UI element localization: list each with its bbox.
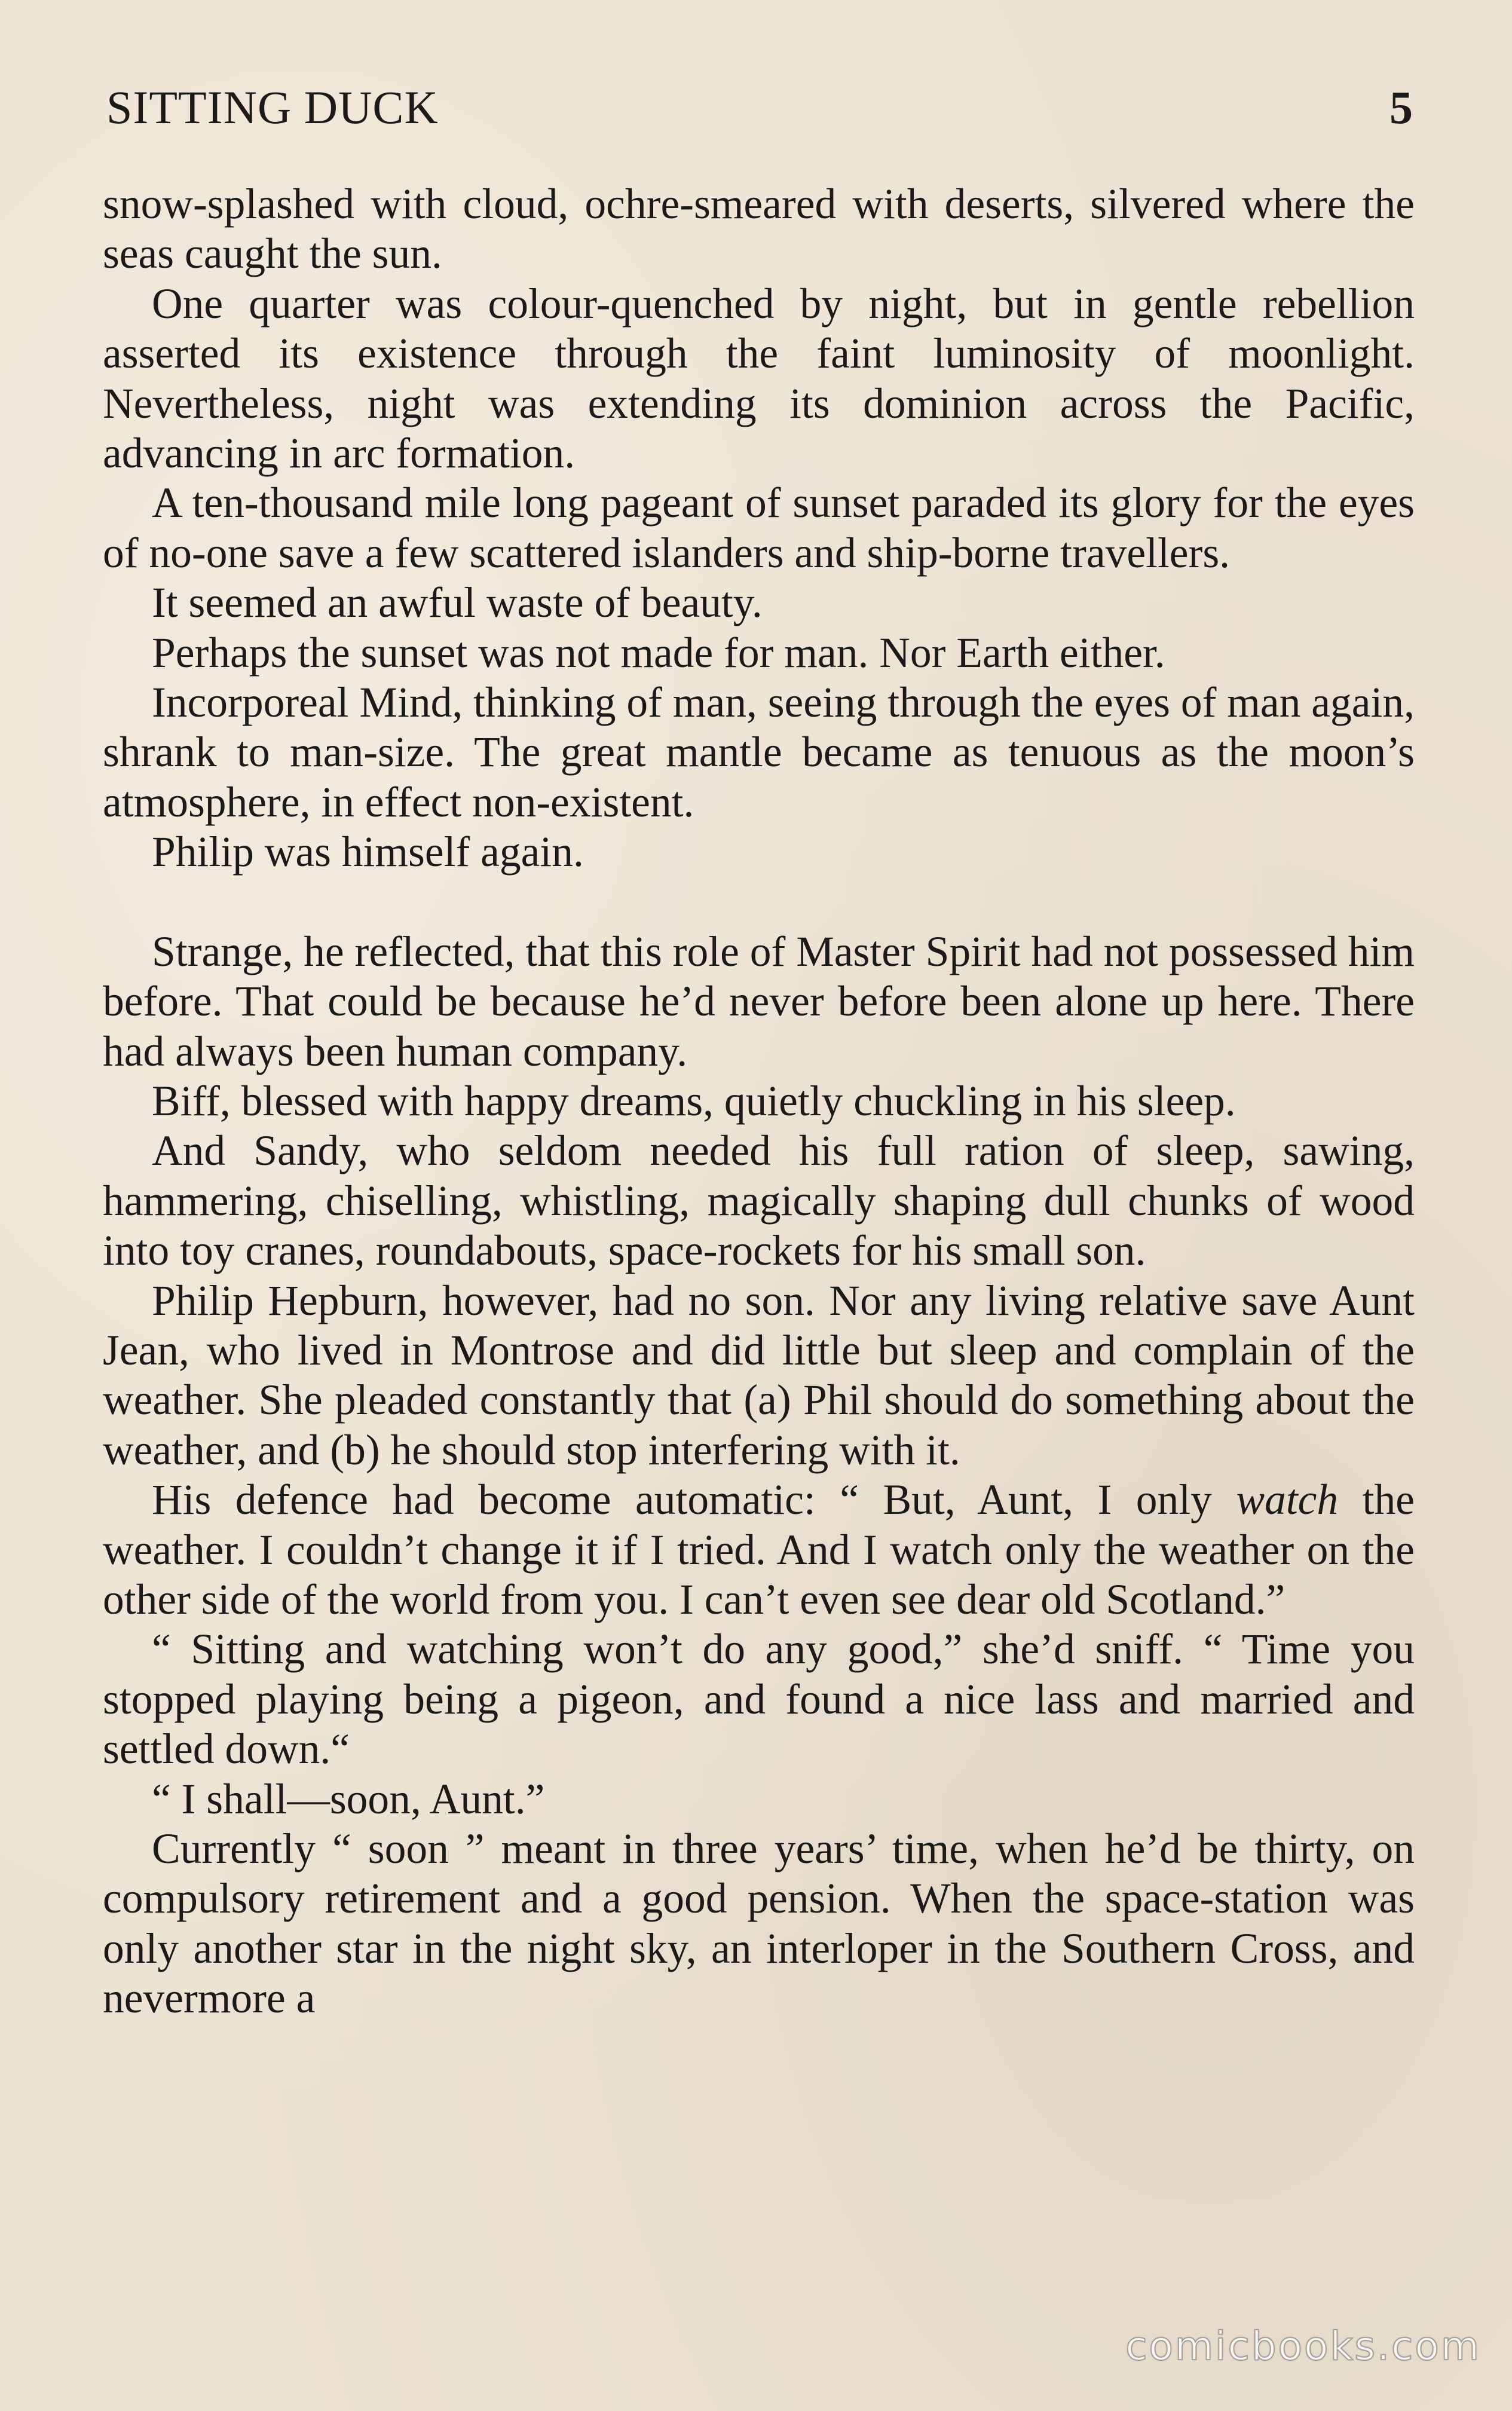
running-head: SITTING DUCK <box>106 81 439 133</box>
watermark-logo: comicbooks.com <box>1125 2323 1481 2369</box>
paragraph-15: Currently “ soon ” meant in three years’ time, when he’d be thirty, on compulsory retirement and a good pension. When the space-station was only another star in the night sky, an interloper in the Southern Cross, and nevermore a <box>103 1825 1415 2023</box>
paragraph-8: Strange, he reflected, that this role of Master Spirit had not possessed him before. That could be because he’d never before been alone up here. There had always been human company. <box>103 928 1415 1075</box>
paragraph-12-emphasis: watch <box>1236 1476 1339 1524</box>
paragraph-6: Incorporeal Mind, thinking of man, seeing through the eyes of man again, shrank to man-size. The great mantle became as tenuous as the moon’s atmosphere, in effect non-existent. <box>103 679 1415 826</box>
paragraph-12-after: the weather. I couldn’t change it if I tried. And I watch only the weather on the other side of the world from you. I can’t even see dear old Scotland.” <box>103 1476 1415 1623</box>
paragraph-2: One quarter was colour-quenched by night, but in gentle rebellion asserted its existence through the faint luminosity of moonlight. Nevertheless, night was extending its dominion across the Pacific, advancing in arc formation. <box>103 280 1415 478</box>
paragraph-3: A ten-thousand mile long pageant of sunset paraded its glory for the eyes of no-one save a few scattered islanders and ship-borne travellers. <box>103 479 1415 577</box>
paragraph-14: “ I shall—soon, Aunt.” <box>152 1775 545 1823</box>
paragraph-12 <box>103 1475 1415 1624</box>
page-header <box>106 81 1413 140</box>
paragraph-7: Philip was himself again. <box>152 828 584 876</box>
body-text <box>103 179 1415 2024</box>
paragraph-1: snow-splashed with cloud, ochre-smeared with deserts, silvered where the seas caught the sun. <box>103 180 1415 278</box>
paragraph-11: Philip Hepburn, however, had no son. Nor any living relative save Aunt Jean, who lived in Montrose and did little but sleep and complain of the weather. She pleaded constantly that (a) Phil should do something about the weather, and (b) he should stop interfering with it. <box>103 1277 1415 1474</box>
section-break <box>103 877 1415 927</box>
paragraph-4: It seemed an awful waste of beauty. <box>152 579 763 627</box>
paragraph-9: Biff, blessed with happy dreams, quietly chuckling in his sleep. <box>152 1077 1236 1125</box>
paragraph-13: “ Sitting and watching won’t do any good,” she’d sniff. “ Time you stopped playing being a pigeon, and found a nice lass and married and settled down.“ <box>103 1626 1415 1773</box>
paragraph-10: And Sandy, who seldom needed his full ration of sleep, sawing, hammering, chiselling, whistling, magically shaping dull chunks of wood into toy cranes, roundabouts, space-rockets for his small son. <box>103 1127 1415 1275</box>
paragraph-12-before: His defence had become automatic: “ But, Aunt, I only <box>152 1476 1236 1524</box>
paragraph-5: Perhaps the sunset was not made for man. Nor Earth either. <box>152 629 1165 677</box>
page-number: 5 <box>1389 81 1413 133</box>
